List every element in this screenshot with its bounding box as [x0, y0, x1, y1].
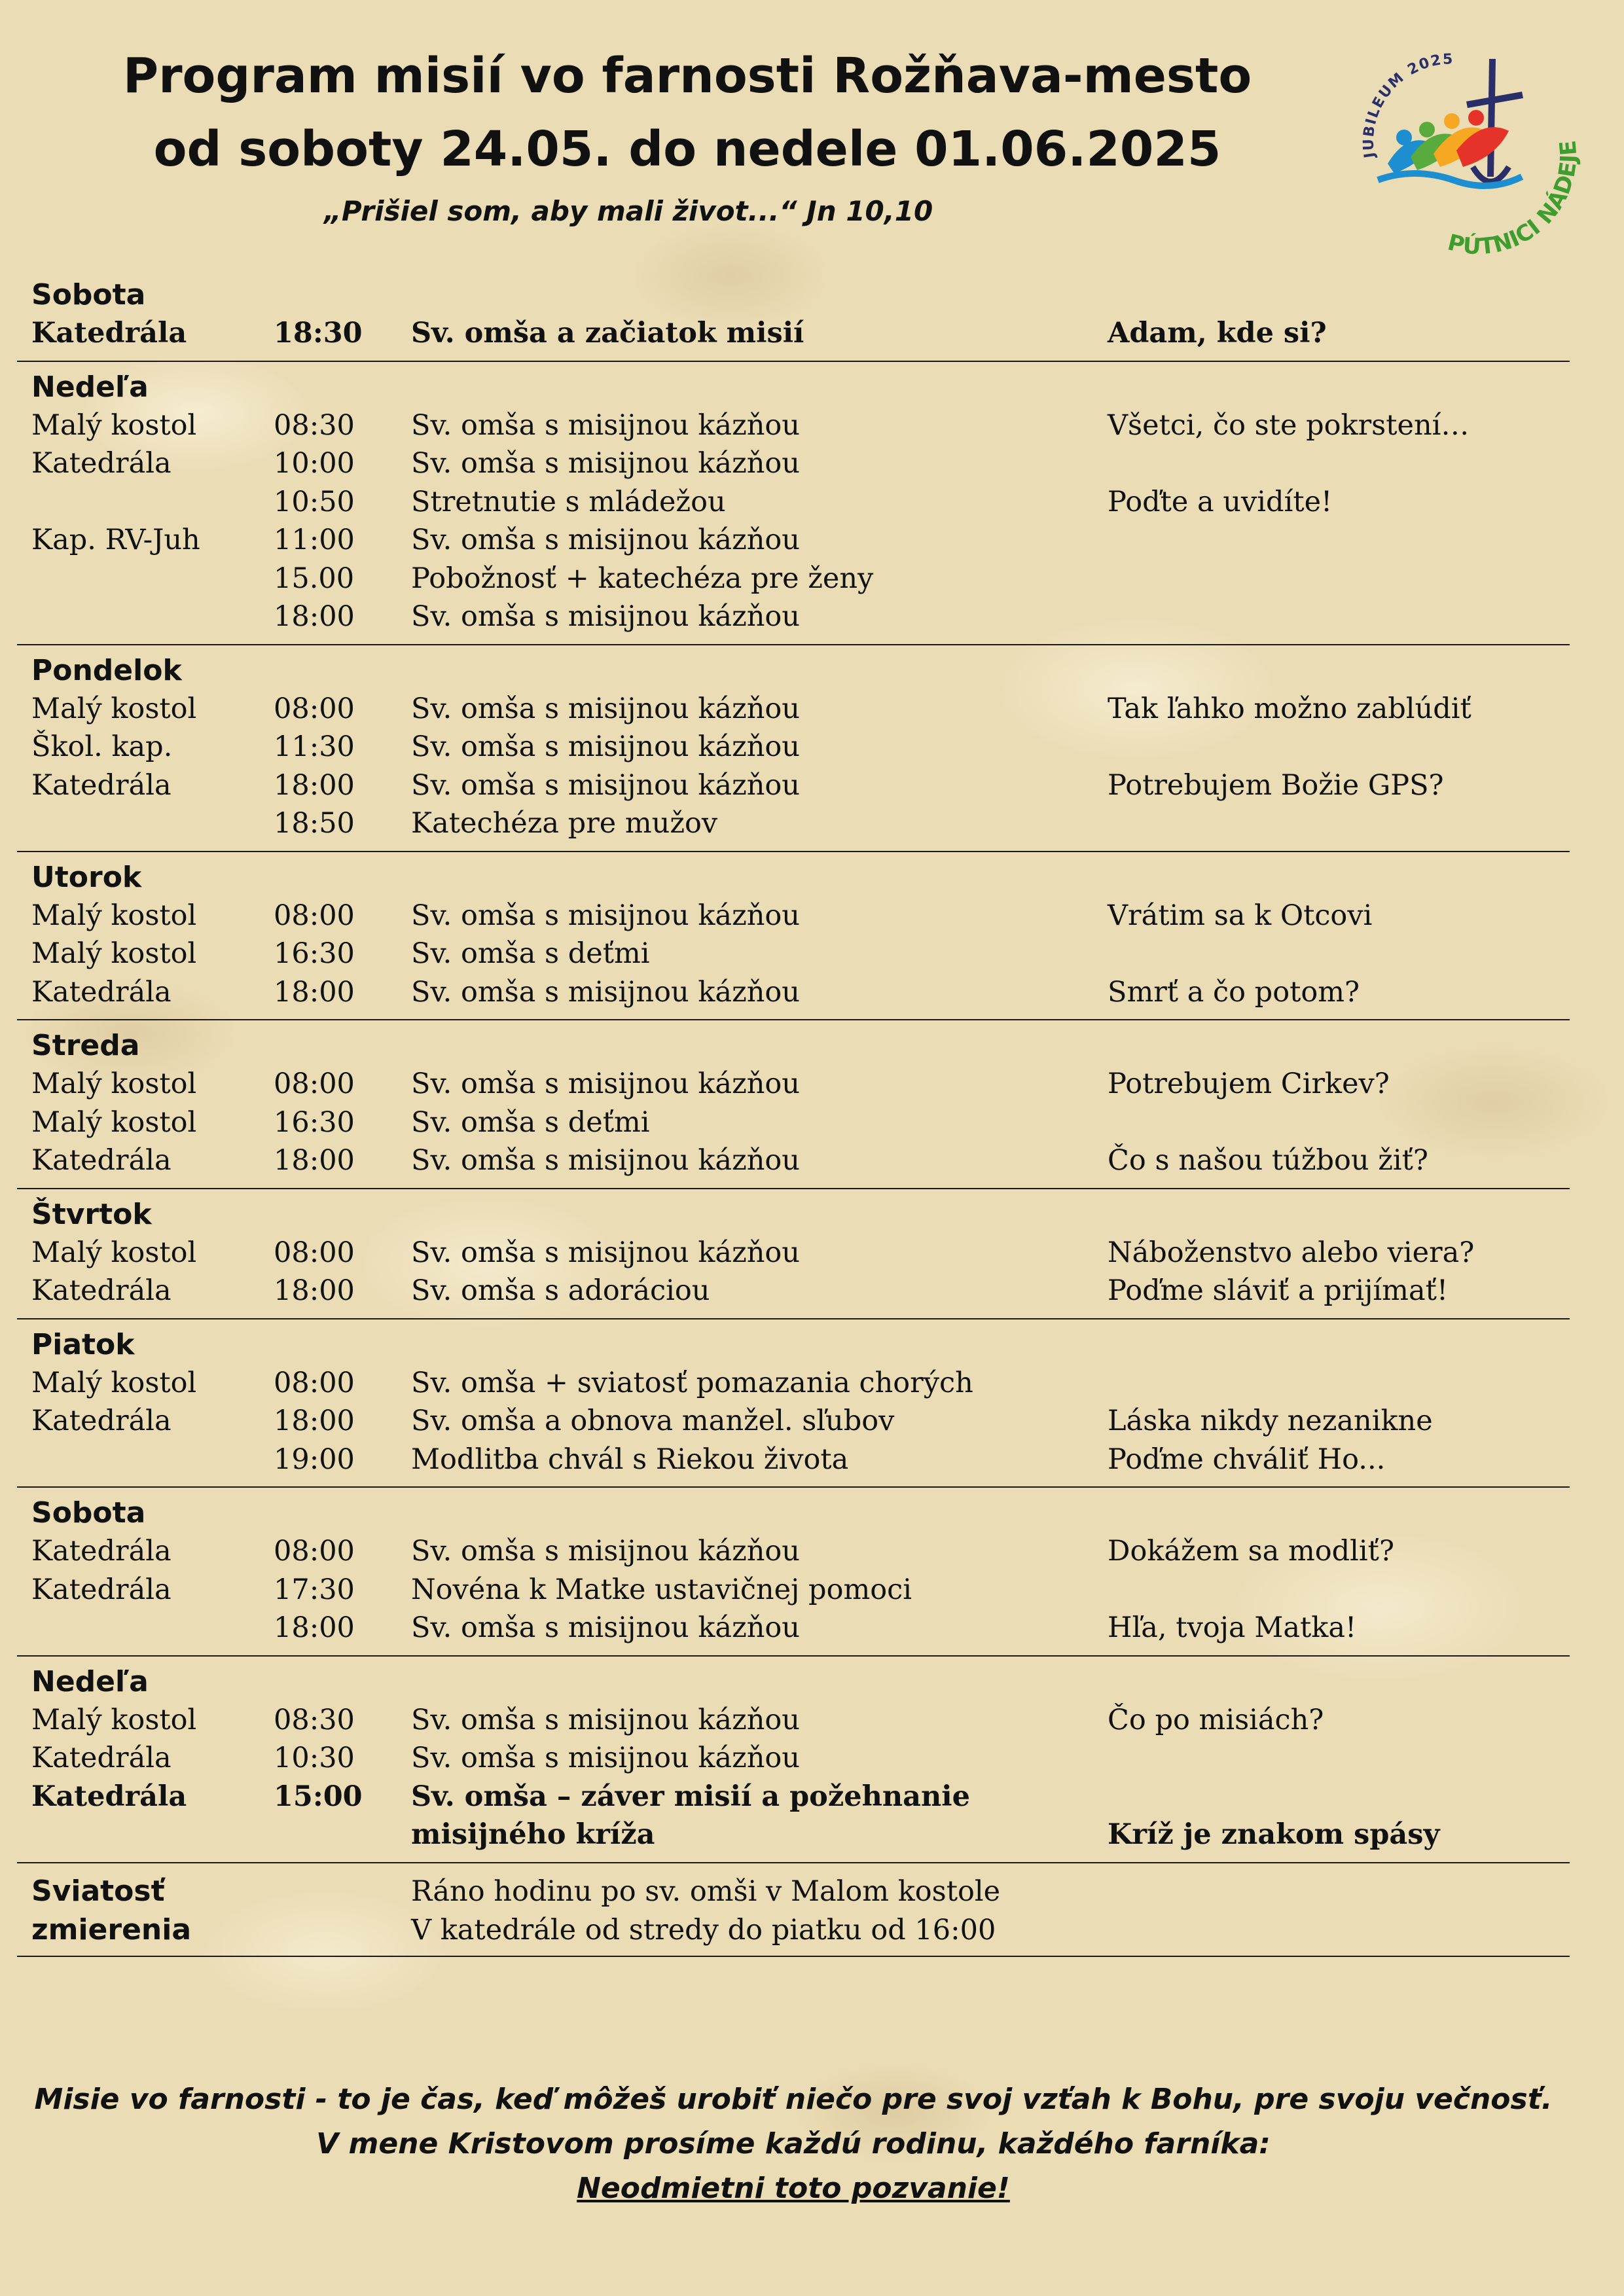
row-time: 11:00: [274, 524, 355, 556]
day-section: [17, 1657, 1570, 1863]
row-topic: Poďme chváliť Ho...: [1108, 1443, 1386, 1476]
day-name: Štvrtok: [31, 1197, 152, 1231]
page-title-line2: od soboty 24.05. do nedele 01.06.2025: [153, 121, 1221, 177]
schedule-row: [17, 483, 1570, 522]
row-event: Sv. omša – záver misií a požehnanie: [411, 1780, 970, 1813]
row-topic: Láska nikdy nezanikne: [1108, 1405, 1433, 1437]
schedule-row: [17, 1065, 1570, 1103]
row-time: 08:30: [274, 1703, 355, 1736]
row-event: Novéna k Matke ustavičnej pomoci: [411, 1573, 912, 1606]
row-topic: [1108, 804, 1570, 843]
row-topic: [1108, 1739, 1570, 1778]
row-place: [17, 1816, 268, 1854]
row-event: Pobožnosť + katechéza pre ženy: [411, 562, 874, 595]
row-topic: Čo po misiách?: [1108, 1703, 1324, 1736]
row-time: 10:00: [274, 447, 355, 480]
row-topic: [1108, 1778, 1570, 1816]
row-place: Malý kostol: [31, 899, 197, 932]
row-time: 16:30: [274, 1105, 355, 1139]
row-place: [17, 1609, 268, 1647]
row-event: Sv. omša s misijnou kázňou: [411, 524, 801, 556]
row-topic: Smrť a čo potom?: [1108, 975, 1360, 1009]
schedule-row: [17, 728, 1570, 766]
row-event: Sv. omša s misijnou kázňou: [411, 1236, 801, 1269]
row-event: Sv. omša s misijnou kázňou: [411, 1611, 801, 1644]
schedule-row: [17, 973, 1570, 1012]
row-time: 08:00: [274, 1366, 355, 1399]
schedule-row: [17, 598, 1570, 636]
schedule-row: [17, 690, 1570, 728]
schedule-row: [17, 1739, 1570, 1778]
row-place: Katedrála: [31, 1535, 171, 1568]
row-time: 16:30: [274, 937, 355, 970]
row-topic: Čo s našou túžbou žiť?: [1108, 1144, 1428, 1177]
row-place: Katedrála: [31, 1573, 171, 1606]
row-topic: Vrátim sa k Otcovi: [1108, 899, 1373, 932]
row-event: Sv. omša s misijnou kázňou: [411, 1535, 801, 1568]
row-topic: [1108, 935, 1570, 973]
schedule-row: [17, 314, 1570, 353]
row-event: Sv. omša s misijnou kázňou: [411, 692, 801, 725]
row-time: 18:00: [274, 1144, 355, 1177]
row-topic: [1108, 1571, 1570, 1609]
schedule-row: [17, 1103, 1570, 1142]
schedule-row: [17, 1402, 1570, 1441]
row-place: Katedrála: [31, 768, 171, 802]
row-event: Sv. omša s adoráciou: [411, 1274, 710, 1307]
day-name: Sobota: [31, 1496, 146, 1530]
jubilee-logo: [1348, 33, 1584, 268]
row-place: Katedrála: [31, 317, 187, 350]
day-section: [17, 645, 1570, 852]
row-topic: Potrebujem Božie GPS?: [1108, 768, 1444, 802]
day-name: Utorok: [31, 860, 142, 894]
row-event: Sv. omša s misijnou kázňou: [411, 408, 801, 442]
day-section: [17, 1189, 1570, 1319]
schedule-row: [17, 1816, 1570, 1854]
row-event: Sv. omša a začiatok misií: [411, 317, 804, 350]
row-topic: Tak ľahko možno zablúdiť: [1108, 692, 1471, 725]
row-time: 11:30: [274, 730, 355, 763]
row-place: Katedrála: [31, 1780, 187, 1813]
row-place: Katedrála: [31, 1742, 171, 1774]
row-place: Malý kostol: [31, 408, 197, 442]
row-event: misijného kríža: [411, 1818, 655, 1851]
row-place: Katedrála: [31, 975, 171, 1009]
row-topic: [1108, 728, 1570, 766]
row-time: 17:30: [274, 1573, 355, 1606]
row-time: 08:00: [274, 1067, 355, 1100]
row-topic: Kríž je znakom spásy: [1108, 1818, 1440, 1851]
row-place: Malý kostol: [31, 1067, 197, 1100]
page-title-line1: Program misií vo farnosti Rožňava-mesto: [122, 48, 1252, 104]
row-topic: [1108, 1364, 1570, 1403]
row-event: Stretnutie s mládežou: [411, 485, 726, 518]
row-event: Sv. omša s misijnou kázňou: [411, 1144, 801, 1177]
row-time: 18:30: [274, 317, 363, 350]
logo-bottom-text: PÚTNICI NÁDEJE: [1445, 139, 1583, 260]
day-section: [17, 852, 1570, 1021]
schedule-row: [17, 1272, 1570, 1310]
schedule-row: [17, 1701, 1570, 1740]
day-name: Nedeľa: [31, 370, 149, 404]
day-section: [17, 1020, 1570, 1189]
schedule-row: [17, 444, 1570, 483]
row-place: Malý kostol: [31, 1366, 197, 1399]
row-time: 18:00: [274, 600, 355, 633]
row-place: Kap. RV-Juh: [31, 524, 200, 556]
row-place: [17, 804, 268, 843]
row-time: 10:50: [274, 485, 355, 518]
schedule-row: [17, 406, 1570, 445]
row-time: 18:50: [274, 807, 355, 840]
row-time: 15:00: [274, 1780, 363, 1813]
confession-section: [17, 1863, 1570, 1957]
row-place: Malý kostol: [31, 1105, 197, 1139]
row-topic: [1108, 1103, 1570, 1142]
row-place: Malý kostol: [31, 937, 197, 970]
day-name: Piatok: [31, 1327, 135, 1361]
day-name: Streda: [31, 1029, 140, 1062]
row-topic: [1108, 521, 1570, 560]
row-place: Malý kostol: [31, 1236, 197, 1269]
row-time: 08:00: [274, 899, 355, 932]
schedule-row: [17, 766, 1570, 805]
row-event: Sv. omša s misijnou kázňou: [411, 447, 801, 480]
schedule-row: [17, 804, 1570, 843]
row-place: Malý kostol: [31, 692, 197, 725]
row-time: 18:00: [274, 1274, 355, 1307]
row-event: Sv. omša s misijnou kázňou: [411, 1742, 801, 1774]
row-topic: [1108, 598, 1570, 636]
row-event: Sv. omša s misijnou kázňou: [411, 975, 801, 1009]
row-topic: [1108, 560, 1570, 598]
row-time: 18:00: [274, 1611, 355, 1644]
schedule-row: [17, 1234, 1570, 1272]
day-name: Sobota: [31, 278, 146, 312]
schedule-row: [17, 935, 1570, 973]
row-place: [17, 483, 268, 522]
day-name: Pondelok: [31, 653, 182, 687]
row-event: Sv. omša s misijnou kázňou: [411, 730, 801, 763]
row-place: Škol. kap.: [31, 730, 173, 763]
confession-label: Sviatosť zmierenia: [31, 1874, 192, 1946]
row-event: Sv. omša s deťmi: [411, 1105, 650, 1139]
schedule-row: [17, 1141, 1570, 1180]
schedule-row: [17, 1532, 1570, 1571]
row-time: 08:30: [274, 408, 355, 442]
row-time: 18:00: [274, 1405, 355, 1437]
day-section: [17, 1319, 1570, 1488]
schedule-row: [17, 897, 1570, 935]
row-event: Sv. omša s misijnou kázňou: [411, 899, 801, 932]
row-time: 08:00: [274, 1535, 355, 1568]
row-place: [17, 598, 268, 636]
row-event: Sv. omša a obnova manžel. sľubov: [411, 1405, 895, 1437]
row-place: Katedrála: [31, 447, 171, 480]
row-event: Sv. omša s misijnou kázňou: [411, 1067, 801, 1100]
schedule-row: [17, 1571, 1570, 1609]
schedule-row: [17, 1364, 1570, 1403]
row-event: Sv. omša s deťmi: [411, 937, 650, 970]
bible-quote: „Prišiel som, aby mali život...“ Jn 10,10: [323, 195, 933, 227]
row-event: Sv. omša s misijnou kázňou: [411, 1703, 801, 1736]
row-topic: Poďte a uvidíte!: [1108, 485, 1333, 518]
row-time: 18:00: [274, 975, 355, 1009]
footer-line1: Misie vo farnosti - to je čas, keď môžeš urobiť niečo pre svoj vzťah k Bohu, pre svoju večnosť.: [34, 2083, 1553, 2116]
row-time: 10:30: [274, 1742, 355, 1774]
schedule-row: [17, 560, 1570, 598]
footer-invitation: Neodmietni toto pozvanie!: [577, 2172, 1010, 2205]
schedule-row: [17, 1609, 1570, 1647]
row-event: Sv. omša + sviatosť pomazania chorých: [411, 1366, 973, 1399]
logo-arc-text: JUBILEUM 2025: [1360, 51, 1454, 159]
row-time: 15.00: [274, 562, 355, 595]
row-time: 08:00: [274, 692, 355, 725]
row-topic: Potrebujem Cirkev?: [1108, 1067, 1390, 1100]
day-name: Nedeľa: [31, 1664, 149, 1698]
row-place: [17, 560, 268, 598]
row-event: Modlitba chvál s Riekou života: [411, 1443, 849, 1476]
row-topic: [1108, 444, 1570, 483]
schedule-row: [17, 521, 1570, 560]
mission-schedule: [17, 270, 1570, 1863]
row-place: [17, 1441, 268, 1479]
row-event: Katechéza pre mužov: [411, 807, 718, 840]
day-section: [17, 270, 1570, 362]
row-place: Katedrála: [31, 1144, 171, 1177]
day-section: [17, 1488, 1570, 1657]
row-time: 19:00: [274, 1443, 355, 1476]
row-place: Katedrála: [31, 1405, 171, 1437]
footer: [17, 2077, 1570, 2211]
schedule-row: [17, 1778, 1570, 1816]
row-topic: Všetci, čo ste pokrstení…: [1108, 408, 1470, 442]
confession-times: Ráno hodinu po sv. omši v Malom kostole V katedrále od stredy do piatku od 16:00: [411, 1875, 1001, 1946]
row-event: Sv. omša s misijnou kázňou: [411, 768, 801, 802]
row-place: Malý kostol: [31, 1703, 197, 1736]
row-time: 18:00: [274, 768, 355, 802]
row-topic: Adam, kde si?: [1108, 317, 1327, 350]
row-topic: Dokážem sa modliť?: [1108, 1535, 1394, 1568]
row-topic: Náboženstvo alebo viera?: [1108, 1236, 1475, 1269]
row-topic: Poďme sláviť a prijímať!: [1108, 1274, 1449, 1307]
header: [0, 39, 1375, 227]
row-time: 08:00: [274, 1236, 355, 1269]
footer-line2: V mene Kristovom prosíme každú rodinu, každého farníka:: [316, 2127, 1271, 2161]
row-event: Sv. omša s misijnou kázňou: [411, 600, 801, 633]
row-time: [268, 1816, 411, 1854]
day-section: [17, 362, 1570, 645]
schedule-row: [17, 1441, 1570, 1479]
row-topic: Hľa, tvoja Matka!: [1108, 1611, 1357, 1644]
row-place: Katedrála: [31, 1274, 171, 1307]
